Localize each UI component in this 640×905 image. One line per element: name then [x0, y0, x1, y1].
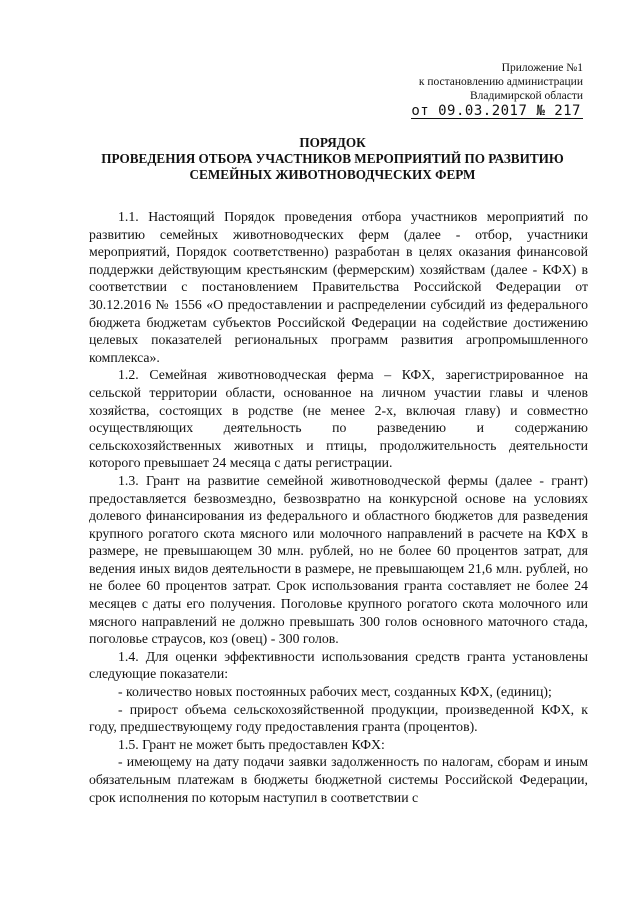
exclusion-tax-debt: - имеющему на дату подачи заявки задолженность по налогам, сборам и иным обязательным платежам в бюджеты бюджетной системы Российской Федерации, срок исполнения по которым наступил в соответствии с [89, 754, 588, 805]
appendix-header [411, 61, 583, 119]
paragraph-1-5: 1.5. Грант не может быть предоставлен КФХ: [118, 736, 385, 752]
appendix-label: Приложение №1 [501, 62, 583, 74]
document-body [89, 208, 588, 806]
paragraph-1-3: 1.3. Грант на развитие семейной животноводческой фермы (далее - грант) предоставляется безвозмездно, безвозвратно на конкурсной основе на условиях долевого финансирования из федерального и областного бюджетов для разведения крупного рогатого скота мясного или молочного направлений в расчете на КФХ в размере, не превышающем 30 млн. рублей, но не более 60 процентов затрат, для ведения иных видов деятельности в размере, не превышающем 21,6 млн. рублей, но не более 60 процентов затрат. Срок использования гранта составляет не более 24 месяцев с даты его получения. Поголовье крупного рогатого скота молочного или мясного направлений не должно превышать 300 голов основного маточного стада, поголовье страусов, коз (овец) - 300 голов. [89, 472, 588, 647]
indicator-production-growth: - прирост объема сельскохозяйственной продукции, произведенной КФХ, к году, предшествующему году предоставления гранта (процентов). [89, 701, 588, 735]
appendix-region: Владимирской области [469, 90, 583, 102]
indicator-jobs: - количество новых постоянных рабочих мест, созданных КФХ, (единиц); [118, 684, 552, 700]
title-line-2: ПРОВЕДЕНИЯ ОТБОРА УЧАСТНИКОВ МЕРОПРИЯТИЙ ПО РАЗВИТИЮ [101, 151, 564, 166]
title-line-1: ПОРЯДОК [299, 135, 366, 150]
document-title [80, 135, 585, 183]
paragraph-1-2: 1.2. Семейная животноводческая ферма – КФХ, зарегистрированное на сельской территории области, основанное на личном участии главы и членов хозяйства, состоящих в родстве (не менее 2-х, включая главу) и совместно осуществляющих деятельность по разведению и содержанию сельскохозяйственных животных и птицы, продолжительность деятельности которого превышает 24 месяца с даты регистрации. [89, 367, 588, 471]
date-number-stamp: от 09.03.2017 № 217 [411, 103, 581, 119]
paragraph-1-4: 1.4. Для оценки эффективности использования средств гранта установлены следующие показатели: [89, 648, 588, 682]
appendix-resolution-ref: к постановлению администрации [418, 76, 583, 88]
paragraph-1-1: 1.1. Настоящий Порядок проведения отбора участников мероприятий по развитию семейных животноводческих ферм (далее - отбор, участники мероприятий, Порядок соответственно) разработан в целях оказания финансовой поддержки действующим крестьянским (фермерским) хозяйствам (далее - КФХ) в соответствии с постановлением Правительства Российской Федерации от 30.12.2016 № 1556 «О предоставлении и распределении субсидий из федерального бюджета бюджетам субъектов Российской Федерации на содействие достижению целевых показателей региональных программ развития агропромышленного комплекса». [89, 209, 588, 365]
title-line-3: СЕМЕЙНЫХ ЖИВОТНОВОДЧЕСКИХ ФЕРМ [189, 167, 476, 182]
